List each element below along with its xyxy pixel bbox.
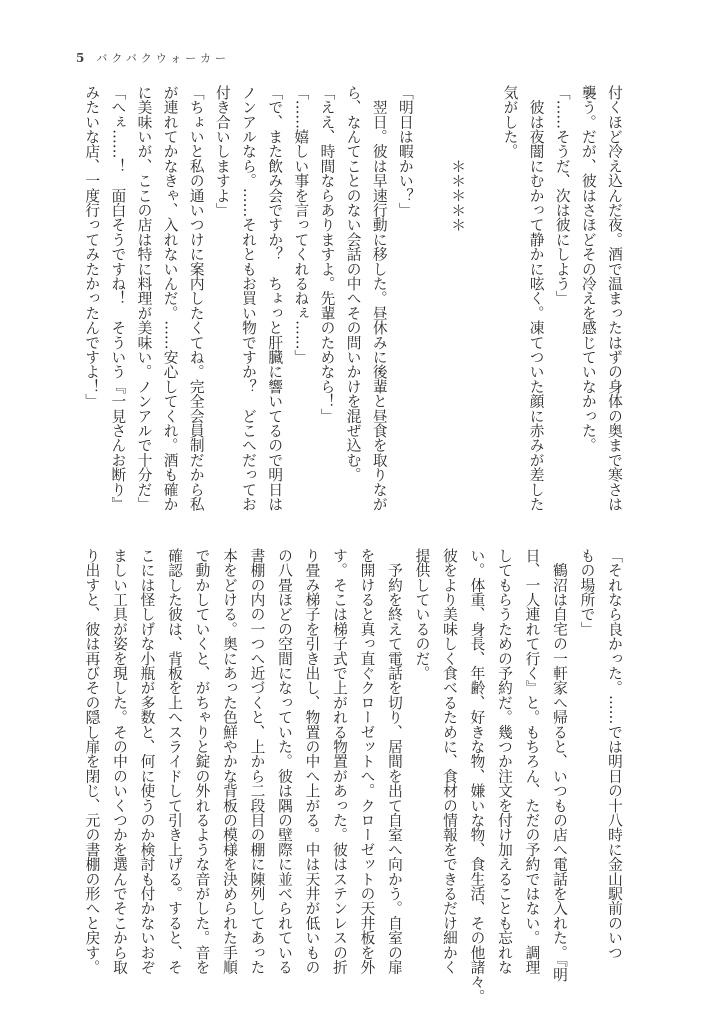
text-line: ら、なんてことのない会話の中へその問いかけを混ぜ込む。	[344, 85, 362, 482]
text-column	[264, 548, 292, 983]
text-line: 「ちょいと私の通いつけに案内したくてね。完全会員制だから私	[187, 85, 205, 512]
text-column	[333, 85, 362, 525]
text-line: 「……嬉しい事を言ってくれるねぇ……」	[292, 85, 310, 365]
running-header	[76, 50, 230, 66]
text-column	[484, 548, 512, 983]
text-line: す。そこは梯子式で上がれる物置があった。彼はステンレスの折	[331, 548, 348, 975]
text-line: 書棚の内の一つへ近づくと、上から二段目の棚に陳列してあった	[248, 548, 266, 975]
text-column	[229, 85, 258, 525]
running-title: バクバクウォーカー	[96, 52, 231, 65]
text-line: い。体重、身長、年齢、好きな物、嫌いな物、食生活、その他諸々。	[468, 548, 486, 1004]
text-line: ＊＊＊＊＊	[449, 85, 467, 232]
text-line: ましい工具が姿を現した。その中のいくつかを選んでそこから取	[111, 548, 128, 975]
text-line: の八畳ほどの空間になっていた。彼は隅の壁際に並べられている	[276, 548, 293, 975]
text-block-top	[72, 85, 621, 525]
text-column	[412, 85, 438, 525]
text-line: ノンアルなら。……それともお買い物ですか？ どこへだってお	[240, 85, 258, 512]
text-line: してもらうための予約だ。幾つか注文を付け加えることも忘れな	[496, 548, 513, 975]
text-column	[490, 85, 519, 525]
text-column	[98, 85, 127, 525]
text-line: 「……そうだ、次は彼にしよう」	[553, 85, 571, 306]
text-line: みたいな店、一度行ってみたかったんですよ！」	[83, 85, 101, 409]
text-line: 「ええ、時間ならありますよ。先輩のためなら！」	[318, 85, 336, 424]
text-column	[126, 548, 154, 983]
text-line: 日、一人連れて行く』と。もちろん、ただの予約ではない。調理	[523, 548, 541, 975]
text-column	[203, 85, 229, 525]
text-column	[438, 85, 467, 525]
text-column	[150, 85, 179, 525]
text-column	[429, 548, 457, 983]
text-line: 「明日は暇かい？」	[396, 85, 414, 218]
text-column	[374, 548, 402, 983]
text-column	[124, 85, 153, 525]
text-column	[181, 548, 209, 983]
text-column	[319, 548, 347, 983]
text-line: に美味いが、ここの店は特に料理が美味い。ノンアルで十分だ」	[135, 85, 153, 512]
text-line: 「へぇ……！ 面白そうですね！ そういう『一見さんお断り』	[109, 85, 127, 512]
text-column	[566, 548, 594, 983]
text-column	[595, 85, 621, 525]
text-line: 付き合いしますよ」	[213, 85, 231, 218]
text-line: 本をどける。奥にあった色鮮やかな背板の模様を決められた手順	[221, 548, 238, 975]
text-line: 「で、また飲み会ですか？ ちょっと肝臓に響いてるので明日は	[266, 85, 284, 512]
text-column	[464, 85, 490, 525]
text-column	[177, 85, 203, 525]
text-column	[516, 85, 545, 525]
text-column	[386, 85, 412, 525]
text-column	[281, 85, 310, 525]
text-column	[511, 548, 539, 983]
text-line: 彼をより美味しく食べるために、食材の情報をできるだけ細かく	[441, 548, 458, 975]
text-block-bottom	[71, 548, 623, 1004]
text-line: こには怪しげな小瓶が多数と、何に使うのか検討も付かないおぞ	[138, 548, 156, 975]
text-column	[346, 548, 374, 983]
text-column	[401, 548, 429, 983]
text-column	[236, 548, 264, 983]
text-line: 気がした。	[501, 85, 519, 159]
text-line: 「それなら良かった。……では明日の十八時に金山駅前のいつ	[606, 548, 623, 960]
text-line: もの場所で」	[578, 548, 596, 637]
text-column	[360, 85, 386, 525]
text-line: 付くほど冷え込んだ夜。酒で温まったはずの身体の奥まで寒さは	[606, 85, 623, 512]
text-column	[594, 548, 622, 983]
text-column	[291, 548, 319, 983]
text-line: 提供しているのだ。	[413, 548, 431, 681]
text-column	[209, 548, 237, 983]
text-line: が連れてかなきゃ、入れないんだ。……安心してくれ。酒も確か	[161, 85, 179, 512]
text-column	[569, 85, 595, 525]
page-number: 5	[76, 51, 85, 65]
text-line: 彼は夜闇にむかって静かに呟く。凍てついた顔に赤みが差した	[527, 85, 545, 512]
text-column	[543, 85, 569, 525]
text-line: 確認した彼は、背板を上へスライドして引き上げる。すると、そ	[166, 548, 183, 975]
text-line: 襲う。だが、彼はさほどその冷えを感じていなかった。	[579, 85, 597, 453]
text-line: を開けると真っ直ぐクローゼットへ。クローゼットの天井板を外	[358, 548, 376, 975]
text-column	[71, 548, 99, 983]
text-line: 予約を終えて電話を切り、居間を出て自室へ向かう。自室の扉	[386, 548, 403, 975]
text-line: で動かしていくと、がちゃりと錠の外れるような音がした。音を	[193, 548, 211, 975]
text-column	[255, 85, 284, 525]
text-column	[539, 548, 567, 983]
text-column	[72, 85, 101, 525]
text-line: り畳み梯子を引き出し、物置の中へ上がる。中は天井が低いもの	[303, 548, 321, 975]
text-column	[154, 548, 182, 983]
text-column	[99, 548, 127, 983]
text-line: 鶴沼は自宅の一軒家へ帰ると、いつもの店へ電話を入れた。『明	[551, 548, 568, 982]
text-column	[456, 548, 486, 1004]
text-line: り出すと、彼は再びその隠し扉を閉じ、元の書棚の形へと戻す。	[83, 548, 101, 975]
text-line: 翌日。彼は早速行動に移した。昼休みに後輩と昼食を取りなが	[370, 85, 388, 512]
text-column	[307, 85, 336, 525]
